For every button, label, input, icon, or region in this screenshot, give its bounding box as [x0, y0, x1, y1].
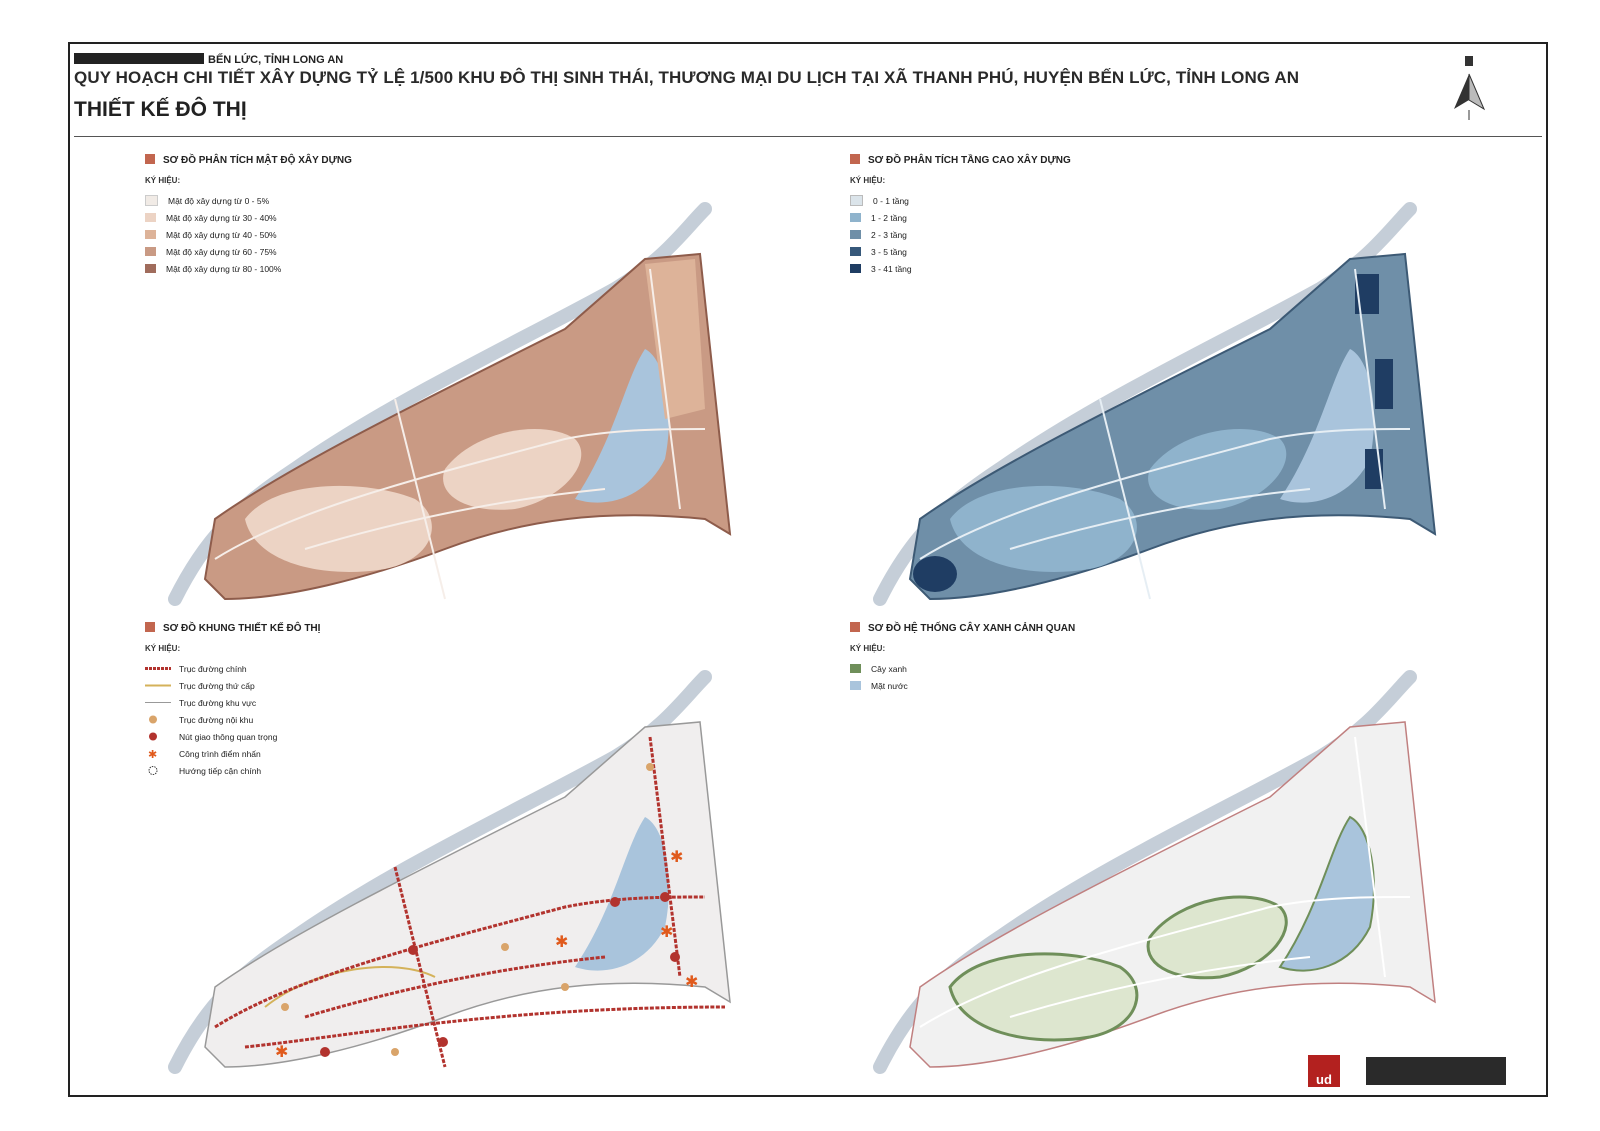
svg-text:✱: ✱ — [670, 847, 684, 866]
title-block — [74, 48, 1542, 137]
legend-label: Mật độ xây dựng từ 40 - 50% — [166, 229, 277, 240]
drawing-sheet — [68, 42, 1548, 1097]
svg-text:✱: ✱ — [555, 932, 569, 951]
firm-logo: ud — [1308, 1055, 1340, 1087]
title-marker — [145, 154, 155, 164]
legend-label: Trục đường chính — [179, 663, 247, 674]
legend-label: 3 - 5 tầng — [871, 246, 907, 257]
project-subtitle — [74, 53, 343, 66]
density-legend-head: KÝ HIỆU: — [145, 176, 181, 185]
project-subtitle-text: BẾN LỨC, TỈNH LONG AN — [208, 54, 344, 66]
legend-label: 3 - 41 tầng — [871, 263, 912, 274]
title-marker — [145, 622, 155, 632]
green-legend-head: KÝ HIỆU: — [850, 644, 886, 653]
green-map — [850, 647, 1490, 1092]
green-panel-title — [850, 622, 1075, 634]
legend-label: Mặt nước — [871, 680, 908, 691]
svg-text:✱: ✱ — [275, 1042, 289, 1061]
legend-label: Trục đường nội khu — [179, 714, 254, 725]
north-arrow-icon — [1444, 54, 1494, 124]
density-title-text: SƠ ĐỒ PHÂN TÍCH MẬT ĐỘ XÂY DỰNG — [163, 155, 352, 166]
firm-logo-block — [1308, 1051, 1498, 1091]
legend-label: Hướng tiếp cận chính — [179, 765, 262, 776]
density-panel-title — [145, 154, 352, 166]
redaction-bar — [74, 53, 204, 64]
green-panel — [850, 622, 1490, 1092]
legend-label: Trục đường thứ cấp — [179, 680, 255, 691]
green-title-text: SƠ ĐỒ HỆ THỐNG CÂY XANH CẢNH QUAN — [868, 623, 1076, 634]
density-map — [145, 179, 785, 624]
project-title: QUY HOẠCH CHI TIẾT XÂY DỰNG TỶ LỆ 1/500 KHU ĐÔ THỊ SINH THÁI, THƯƠNG MẠI DU LỊCH TẠI XÃ THANH PHÚ, HUYỆN BẾN LỨC, TỈNH LONG AN — [74, 68, 1300, 87]
framework-title-text: SƠ ĐỒ KHUNG THIẾT KẾ ĐÔ THỊ — [163, 623, 321, 634]
redaction-bar — [1366, 1057, 1506, 1085]
svg-text:✱: ✱ — [685, 972, 699, 991]
legend-label: 2 - 3 tầng — [871, 229, 907, 240]
legend-label: Nút giao thông quan trọng — [179, 731, 278, 742]
legend-label: Mật độ xây dựng từ 60 - 75% — [166, 246, 277, 257]
framework-legend-head: KÝ HIỆU: — [145, 644, 181, 653]
legend-label: Trục đường khu vực — [179, 697, 257, 708]
framework-panel — [145, 622, 785, 1092]
framework-panel-title — [145, 622, 320, 634]
title-marker — [850, 154, 860, 164]
title-marker — [850, 622, 860, 632]
legend-label: Công trình điểm nhấn — [179, 748, 261, 759]
height-map — [850, 179, 1490, 624]
page-title: THIẾT KẾ ĐÔ THỊ — [74, 98, 247, 121]
density-panel — [145, 154, 785, 624]
legend-label: 0 - 1 tầng — [873, 195, 909, 206]
height-panel — [850, 154, 1490, 624]
legend-label: Mật độ xây dựng từ 80 - 100% — [166, 263, 282, 274]
height-legend-head: KÝ HIỆU: — [850, 176, 886, 185]
height-panel-title — [850, 154, 1071, 166]
height-title-text: SƠ ĐỒ PHÂN TÍCH TẦNG CAO XÂY DỰNG — [868, 155, 1071, 166]
legend-label: 1 - 2 tầng — [871, 212, 907, 223]
legend-label: Cây xanh — [871, 663, 907, 674]
framework-map — [145, 647, 785, 1092]
svg-text:✱: ✱ — [660, 922, 674, 941]
legend-label: Mật độ xây dựng từ 0 - 5% — [168, 195, 270, 206]
legend-label: Mật độ xây dựng từ 30 - 40% — [166, 212, 277, 223]
svg-text:✱: ✱ — [148, 749, 158, 758]
